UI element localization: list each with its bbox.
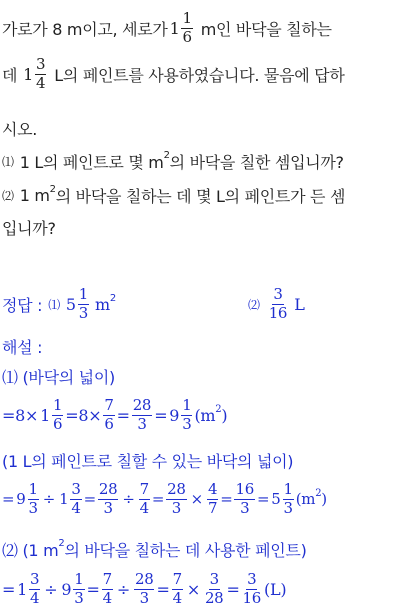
numerator: 16: [235, 479, 254, 498]
numerator: 3: [36, 54, 46, 73]
solution-1-equation: [2, 392, 398, 438]
question-text: 의 바닥을 칠하는 데 몇 L의 페인트가 든 셈: [55, 186, 346, 206]
eq-text: =: [256, 490, 270, 508]
denominator: 3: [171, 498, 182, 517]
eq-text: =: [151, 490, 165, 508]
problem-line-1: [2, 8, 398, 48]
unit: m: [95, 294, 110, 314]
numerator: 3: [273, 284, 283, 303]
question-2-cont: [2, 214, 398, 240]
superscript: 2: [215, 403, 222, 415]
mixed-whole: 9: [169, 405, 180, 425]
denominator: 4: [36, 73, 46, 92]
denominator: 16: [242, 588, 262, 607]
fraction: [204, 569, 225, 607]
fraction: [103, 395, 114, 433]
numerator: 28: [167, 479, 186, 498]
fraction: [70, 479, 81, 517]
numerator: 1: [74, 569, 84, 588]
numerator: 1: [78, 284, 89, 303]
unit: (L): [264, 579, 287, 599]
fraction: [172, 569, 183, 607]
unit: L: [294, 294, 305, 314]
numerator: 7: [104, 395, 114, 414]
problem-line-2: [2, 54, 398, 94]
mixed-whole: 9: [16, 490, 26, 508]
answer-label: 정답 :: [2, 295, 43, 315]
problem-text: L의 페인트를 사용하였습니다. 물음에 답하: [54, 65, 345, 85]
step-title: ⑴ (바닥의 넓이): [2, 367, 115, 387]
fraction: [78, 284, 89, 322]
denominator: 3: [182, 414, 192, 433]
fraction: [181, 8, 192, 46]
fraction: [166, 479, 187, 517]
numerator: 28: [134, 569, 154, 588]
numerator: 28: [98, 479, 118, 498]
fraction: [35, 54, 46, 92]
mixed-whole: 1: [17, 579, 27, 599]
question-number: ⑴: [2, 154, 14, 169]
fraction: [139, 479, 150, 517]
solution-label-text: 해설 :: [2, 337, 43, 357]
mixed-whole: 1: [23, 64, 34, 84]
denominator: 4: [139, 498, 149, 517]
fraction: [181, 395, 192, 433]
answer-line: [2, 284, 398, 324]
denominator: 3: [240, 498, 250, 517]
eq-text: =: [2, 490, 15, 508]
question-2: [2, 182, 398, 208]
problem-line-3: [2, 116, 398, 140]
numerator: 3: [71, 479, 81, 498]
operator: ÷: [122, 490, 135, 508]
denominator: 3: [103, 498, 113, 517]
numerator: 1: [182, 395, 192, 414]
problem-text: 가로가 8 m이고, 세로가: [2, 19, 168, 39]
denominator: 3: [283, 498, 293, 517]
denominator: 3: [74, 588, 84, 607]
operator: ÷: [44, 579, 58, 599]
problem-text: m인 바닥을 칠하는: [200, 19, 332, 39]
problem-text: 시오.: [2, 119, 38, 139]
unit: ): [221, 405, 228, 425]
fraction: [29, 569, 40, 607]
numerator: 1: [52, 395, 63, 414]
solution-1b-equation: [2, 476, 398, 522]
denominator: 3: [139, 588, 149, 607]
superscript: 2: [109, 292, 116, 304]
mixed-whole: 5: [65, 294, 76, 314]
question-text: 의 바닥을 칠한 셈입니까?: [169, 152, 344, 172]
superscript: 2: [58, 537, 65, 549]
fraction: [73, 569, 84, 607]
solution-2-title: [2, 536, 398, 562]
solution-1b-title: [2, 448, 398, 472]
eq-text: =: [220, 490, 233, 508]
operator: ÷: [116, 579, 130, 599]
superscript: 2: [163, 149, 170, 161]
numerator: 28: [132, 395, 152, 414]
eq-text: =: [86, 579, 100, 599]
denominator: 4: [30, 588, 40, 607]
question-number: ⑵: [2, 188, 14, 203]
denominator: 7: [207, 498, 218, 517]
fraction: [268, 284, 289, 322]
eq-text: =: [83, 490, 96, 508]
fraction: [283, 479, 294, 517]
denominator: 16: [268, 303, 288, 322]
denominator: 6: [52, 414, 63, 433]
numerator: 3: [247, 569, 257, 588]
solution-label: [2, 334, 398, 358]
fraction: [234, 479, 255, 517]
eq-text: =: [226, 579, 240, 599]
numerator: 4: [207, 479, 218, 498]
fraction: [28, 479, 39, 517]
numerator: 1: [28, 479, 38, 498]
numerator: 7: [102, 569, 112, 588]
mixed-whole: 1: [59, 490, 69, 508]
operator: ÷: [42, 490, 56, 508]
eq-text: =: [154, 405, 168, 425]
solution-2-equation: [2, 566, 398, 612]
fraction: [102, 569, 113, 607]
solution-1-title: [2, 364, 398, 388]
numerator: 1: [283, 479, 293, 498]
unit: (m: [194, 405, 216, 425]
numerator: 7: [172, 569, 182, 588]
fraction: [242, 569, 263, 607]
question-text: 1 L의 페인트로 몇 m: [19, 152, 164, 172]
numerator: 3: [30, 569, 40, 588]
question-text: 1 m: [19, 185, 50, 205]
answer-number: ⑵: [247, 297, 260, 312]
denominator: 4: [71, 498, 81, 517]
mixed-whole: 1: [169, 18, 180, 38]
step-title: 의 바닥을 칠하는 데 사용한 페인트): [64, 540, 307, 560]
eq-text: =: [116, 405, 130, 425]
fraction: [98, 479, 119, 517]
numerator: 3: [209, 569, 219, 588]
unit: (m: [295, 490, 316, 508]
step-title: ⑵ (1 m: [2, 540, 59, 560]
fraction: [52, 395, 63, 433]
denominator: 28: [204, 588, 224, 607]
denominator: 3: [78, 303, 89, 322]
answer-number: ⑴: [48, 297, 60, 312]
superscript: 2: [49, 183, 56, 195]
eq-text: =: [2, 579, 16, 599]
numerator: 7: [139, 479, 149, 498]
mixed-whole: 1: [40, 405, 50, 425]
mixed-whole: 5: [271, 490, 281, 508]
mixed-whole: 9: [61, 579, 72, 599]
eq-text: =8×: [65, 405, 102, 425]
operator: ×: [190, 490, 203, 508]
fraction: [132, 395, 153, 433]
denominator: 4: [172, 588, 182, 607]
denominator: 6: [182, 27, 192, 46]
superscript: 2: [315, 487, 322, 499]
numerator: 1: [182, 8, 192, 27]
fraction: [207, 479, 218, 517]
denominator: 3: [28, 498, 38, 517]
denominator: 6: [104, 414, 114, 433]
denominator: 3: [137, 414, 147, 433]
operator: ×: [186, 579, 200, 599]
question-1: [2, 148, 398, 174]
eq-text: =: [156, 579, 170, 599]
unit: ): [321, 490, 327, 508]
fraction: [134, 569, 155, 607]
step-title: (1 L의 페인트로 칠할 수 있는 바닥의 넓이): [2, 451, 294, 471]
question-text: 입니까?: [2, 218, 56, 238]
denominator: 4: [102, 588, 112, 607]
eq-text: =8×: [2, 405, 39, 425]
problem-text: 데: [2, 65, 18, 85]
